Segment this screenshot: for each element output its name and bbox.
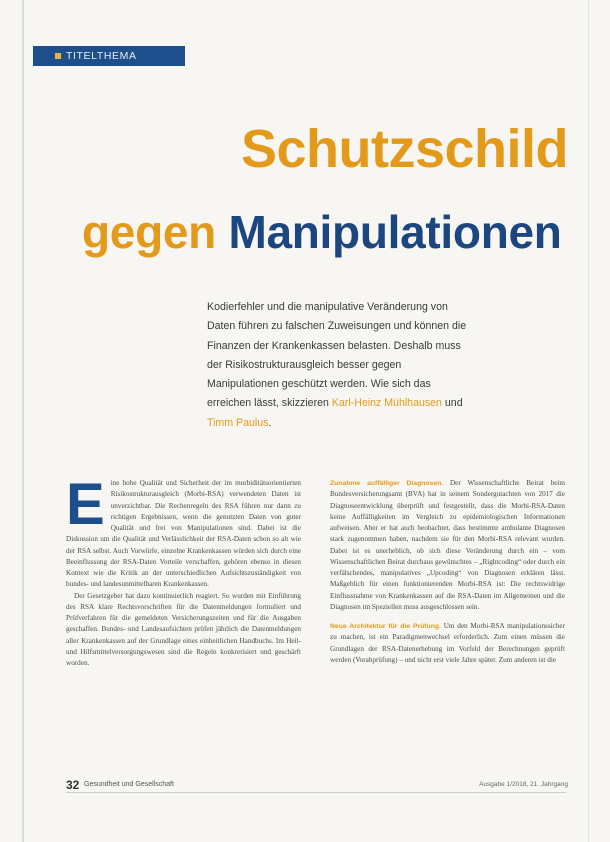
headline-line2: [82, 205, 562, 259]
body-text: Um den Morbi-RSA manipulationssicher zu machen, ist ein Paradigmenwechsel erforderlich. Zum einen müssen die Grundlagen der RSA-Datenerhebung im Vorfeld der Berechnungen geprüft werden (Vorabprüfung) – und nicht erst viele Jahre später. Zum anderen ist die: [330, 622, 565, 664]
author-1: Karl-Heinz Mühlhausen: [331, 397, 442, 410]
section-tag-label: TITELTHEMA: [66, 50, 137, 62]
lead-paragraph: [207, 298, 467, 433]
footer-rule: [66, 792, 566, 793]
body-paragraph: [330, 478, 565, 613]
body-paragraph: [66, 472, 301, 591]
body-paragraph: Der Gesetzgeber hat dazu kontinuierlich reagiert. So wurden mit Einführung des RSA klare Rechtsvorschriften für die Datenmeldungen formuliert und Prüfverfahren für die gemeldeten Versicherungszeiten und für die Ausgaben geschaffen. Bundes- und Landesaufsichten prüfen jährlich die Datenmeldungen aller Krankenkassen auf der Grundlage eines einheitlichen Handbuchs. Im Heil- und Hilfsmittelversorgungswesen sind die Regeln konkretisiert und geschärft worden.: [66, 591, 301, 667]
page-number: 32: [66, 778, 80, 792]
headline-word-gegen: gegen: [82, 206, 216, 258]
footer-section: Gesundheit und Gesellschaft: [84, 781, 174, 788]
section-tag-square-icon: [55, 53, 61, 59]
footer-issue: Ausgabe 1/2018, 21. Jahrgang: [479, 781, 568, 788]
subheading: Zunahme auffälliger Diagnosen.: [330, 480, 444, 487]
page-edge: [22, 0, 24, 842]
lead-connector: und: [444, 397, 463, 410]
author-2: Timm Paulus: [207, 416, 269, 429]
subheading: Neue Architektur für die Prüfung.: [330, 623, 441, 630]
lead-end: .: [268, 416, 272, 429]
drop-cap: E: [66, 472, 105, 537]
body-text: ine hohe Qualität und Sicherheit der im morbiditätsorientierten Risikostrukturausgleich (Morbi-RSA) verwendeten Daten ist unverzichtbar. Die Rechenregeln des RSA führen nur dann zu richtigen Ergebnissen, wenn die genutzten Daten von guter Qualität und frei von Manipulationen sind. Dabei ist die Diskussion um die Qualität und Verlässlichkeit der RSA-Daten schon so alt wie der RSA selbst. Auch Vorwürfe, einzelne Krankenkassen würden sich durch eine Beeinflussung der RSA-Daten Vorteile verschaffen, gehören ebenso in diesen Kontext wie die Kritik an der unterschiedlichen Aufsichtszuständigkeit von bundes- und landesunmittelbaren Krankenkassen.: [66, 479, 301, 589]
body-paragraph: [330, 621, 565, 666]
page-edge-right: [588, 0, 589, 842]
body-column-left: [66, 472, 301, 669]
body-column-right: [330, 478, 565, 666]
headline-line1: Schutzschild: [240, 119, 568, 179]
body-text: Der Wissenschaftliche Beirat beim Bundesversicherungsamt (BVA) hat in seinem Sondergutachten von 2017 die Diagnoseentwicklung überprüft und festgestellt, dass die Morbi-RSA-Daten keine Auffälligkeiten im Vergleich zu epidemiologischen Informationen aufweisen. Aber er hat auch beobachtet, dass bestimmte ambulante Diagnosen stark zugenommen haben, nachdem sie für den Morbi-RSA relevant wurden. Dabei ist es unerheblich, ob sich diese Veränderung durch ein – vom Wissenschaftlichen Beirat durchaus gewünschtes – „Rightcoding“ oder durch ein verfälschendes, manipulatives „Upcoding“ von Diagnosen erklären lässt. Maßgeblich für einen funktionierenden Morbi-RSA ist: Die rechtswidrige Einflussnahme von Krankenkassen auf die RSA-Daten im Allgemeinen und die Diagnosen im Speziellen muss ausgeschlossen sein.: [330, 479, 566, 611]
lead-text: Kodierfehler und die manipulative Veränderung von Daten führen zu falschen Zuweisungen und können die Finanzen der Krankenkassen belasten. Deshalb muss der Risikostrukturausgleich besser gegen Manipulationen geschützt werden. Wie sich das erreichen lässt, skizzieren: [207, 301, 467, 410]
section-tag: [33, 46, 185, 66]
headline-word-manipulationen: Manipulationen: [228, 206, 562, 258]
